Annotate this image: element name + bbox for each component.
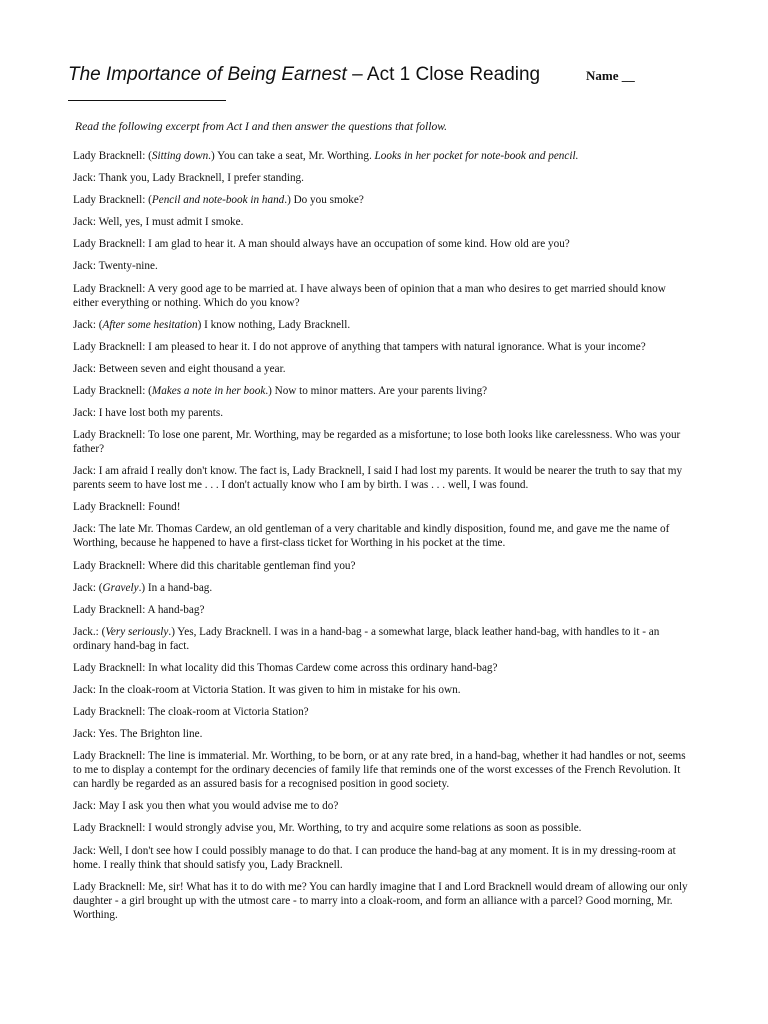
worksheet-header <box>68 62 728 102</box>
dialogue-line <box>73 282 693 310</box>
dialogue-text: Lady Bracknell: I am pleased to hear it. I do not approve of anything that tampers with natural ignorance. What is your income? <box>73 340 646 353</box>
dialogue-line <box>73 464 693 492</box>
stage-direction: Very seriously <box>105 625 169 638</box>
dialogue-text: Jack: Well, yes, I must admit I smoke. <box>73 216 244 229</box>
dialogue-line <box>73 661 693 675</box>
stage-direction: Pencil and note-book in hand <box>151 194 285 207</box>
dialogue-excerpt <box>73 149 693 930</box>
dialogue-text: .) You can take a seat, Mr. Worthing. <box>208 150 375 162</box>
dialogue-line <box>73 581 693 595</box>
dialogue-text: Lady Bracknell: I am glad to hear it. A man should always have an occupation of some kind. How old are you? <box>73 238 570 251</box>
dialogue-line <box>73 559 693 573</box>
page-title <box>68 62 540 88</box>
dialogue-text: Lady Bracknell: A hand-bag? <box>73 603 205 616</box>
instructions-text: Read the following excerpt from Act I and then answer the questions that follow. <box>75 120 448 133</box>
dialogue-line <box>73 603 693 617</box>
dialogue-line <box>73 727 693 741</box>
stage-direction: Looks in her pocket for note-book and pencil. <box>374 150 579 162</box>
dialogue-text: .) Now to minor matters. Are your parents living? <box>265 384 488 397</box>
dialogue-text: Lady Bracknell: ( <box>73 150 152 162</box>
dialogue-line <box>73 384 693 398</box>
dialogue-text: Lady Bracknell: Where did this charitable gentleman find you? <box>73 559 356 572</box>
dialogue-text: ) I know nothing, Lady Bracknell. <box>197 318 351 331</box>
stage-direction: After some hesitation <box>102 318 198 331</box>
dialogue-text: Jack.: ( <box>73 625 106 638</box>
dialogue-text: Jack: Thank you, Lady Bracknell, I prefer standing. <box>73 172 304 185</box>
dialogue-text: Jack: Twenty-nine. <box>73 260 158 273</box>
dialogue-line <box>73 237 693 251</box>
stage-direction: Gravely <box>102 581 139 594</box>
dialogue-text: .) In a hand-bag. <box>138 581 213 594</box>
dialogue-text: Lady Bracknell: Found! <box>73 501 181 514</box>
dialogue-text: Jack: The late Mr. Thomas Cardew, an old gentleman of a very charitable and kindly disposition, found me, and gave me the name of Worthing, because he happened to have a first-class ticket for Worthing in his pocket at the time. <box>73 523 670 550</box>
dialogue-text: Lady Bracknell: ( <box>73 384 152 397</box>
dialogue-text: Jack: I am afraid I really don't know. The fact is, Lady Bracknell, I said I had lost my parents. It would be nearer the truth to say that my parents seem to have lost me . . . I don't actually know who I am by birth. I was . . . well, I was found. <box>73 465 683 492</box>
dialogue-line <box>73 705 693 719</box>
dialogue-text: Lady Bracknell: ( <box>73 194 152 207</box>
dialogue-line <box>73 428 693 456</box>
dialogue-text: Jack: In the cloak-room at Victoria Station. It was given to him in mistake for his own. <box>73 683 461 696</box>
dialogue-text: Lady Bracknell: The cloak-room at Victoria Station? <box>73 706 309 719</box>
dialogue-text: Lady Bracknell: The line is immaterial. Mr. Worthing, to be born, or at any rate bred, in a hand-bag, whether it had handles or not, seems to me to display a contempt for the ordinary decencies of family life that reminds one of the worst excesses of the French Revolution. It can hardly be regarded as an assured basis for a recognised position in good society. <box>73 750 686 791</box>
dialogue-text: Jack: I have lost both my parents. <box>73 407 224 420</box>
dialogue-text: Lady Bracknell: A very good age to be married at. I have always been of opinion that a man who desires to get married should know either everything or nothing. Which do you know? <box>73 282 666 309</box>
dialogue-line <box>73 880 693 922</box>
dialogue-line <box>73 683 693 697</box>
dialogue-text: Jack: Well, I don't see how I could possibly manage to do that. I can produce the hand-bag at any moment. It is in my dressing-room at home. I really think that should satisfy you, Lady Bracknell. <box>73 844 676 871</box>
dialogue-line <box>73 749 693 791</box>
dialogue-line <box>73 171 693 185</box>
dialogue-line <box>73 340 693 354</box>
dialogue-text: Jack: ( <box>73 318 103 331</box>
name-label: Name __ <box>586 68 635 83</box>
dialogue-line <box>73 362 693 376</box>
dialogue-line <box>73 406 693 420</box>
dialogue-line <box>73 215 693 229</box>
dialogue-text: Jack: Between seven and eight thousand a year. <box>73 362 286 375</box>
dialogue-line <box>73 149 693 163</box>
dialogue-text: Lady Bracknell: Me, sir! What has it to do with me? You can hardly imagine that I and Lord Bracknell would dream of allowing our only daughter - a girl brought up with the utmost care - to marry into a cloak-room, and form an alliance with a parcel? Good morning, Mr. Worthing. <box>73 880 688 921</box>
dialogue-line <box>73 522 693 550</box>
name-blank-line <box>68 100 226 101</box>
dialogue-line <box>73 821 693 835</box>
dialogue-line <box>73 318 693 332</box>
dialogue-text: Lady Bracknell: In what locality did this Thomas Cardew come across this ordinary hand-bag? <box>73 661 498 674</box>
play-title: The Importance of Being Earnest <box>68 64 347 85</box>
dialogue-line <box>73 844 693 872</box>
dialogue-text: .) Yes, Lady Bracknell. I was in a hand-bag - a somewhat large, black leather hand-bag, with handles to it - an ordinary hand-bag in fact. <box>73 625 660 652</box>
title-suffix: – Act 1 Close Reading <box>346 64 541 85</box>
dialogue-line <box>73 799 693 813</box>
stage-direction: Makes a note in her book <box>151 384 266 397</box>
dialogue-text: Jack: Yes. The Brighton line. <box>73 728 203 741</box>
dialogue-text: Lady Bracknell: I would strongly advise you, Mr. Worthing, to try and acquire some relations as soon as possible. <box>73 822 582 835</box>
dialogue-text: Jack: May I ask you then what you would advise me to do? <box>73 800 339 813</box>
dialogue-line <box>73 500 693 514</box>
dialogue-text: Lady Bracknell: To lose one parent, Mr. Worthing, may be regarded as a misfortune; to lose both looks like carelessness. Who was your father? <box>73 429 681 456</box>
dialogue-line <box>73 259 693 273</box>
dialogue-line <box>73 193 693 207</box>
dialogue-text: .) Do you smoke? <box>284 194 364 207</box>
stage-direction: Sitting down <box>151 150 209 162</box>
dialogue-text: Jack: ( <box>73 581 103 594</box>
dialogue-line <box>73 625 693 653</box>
